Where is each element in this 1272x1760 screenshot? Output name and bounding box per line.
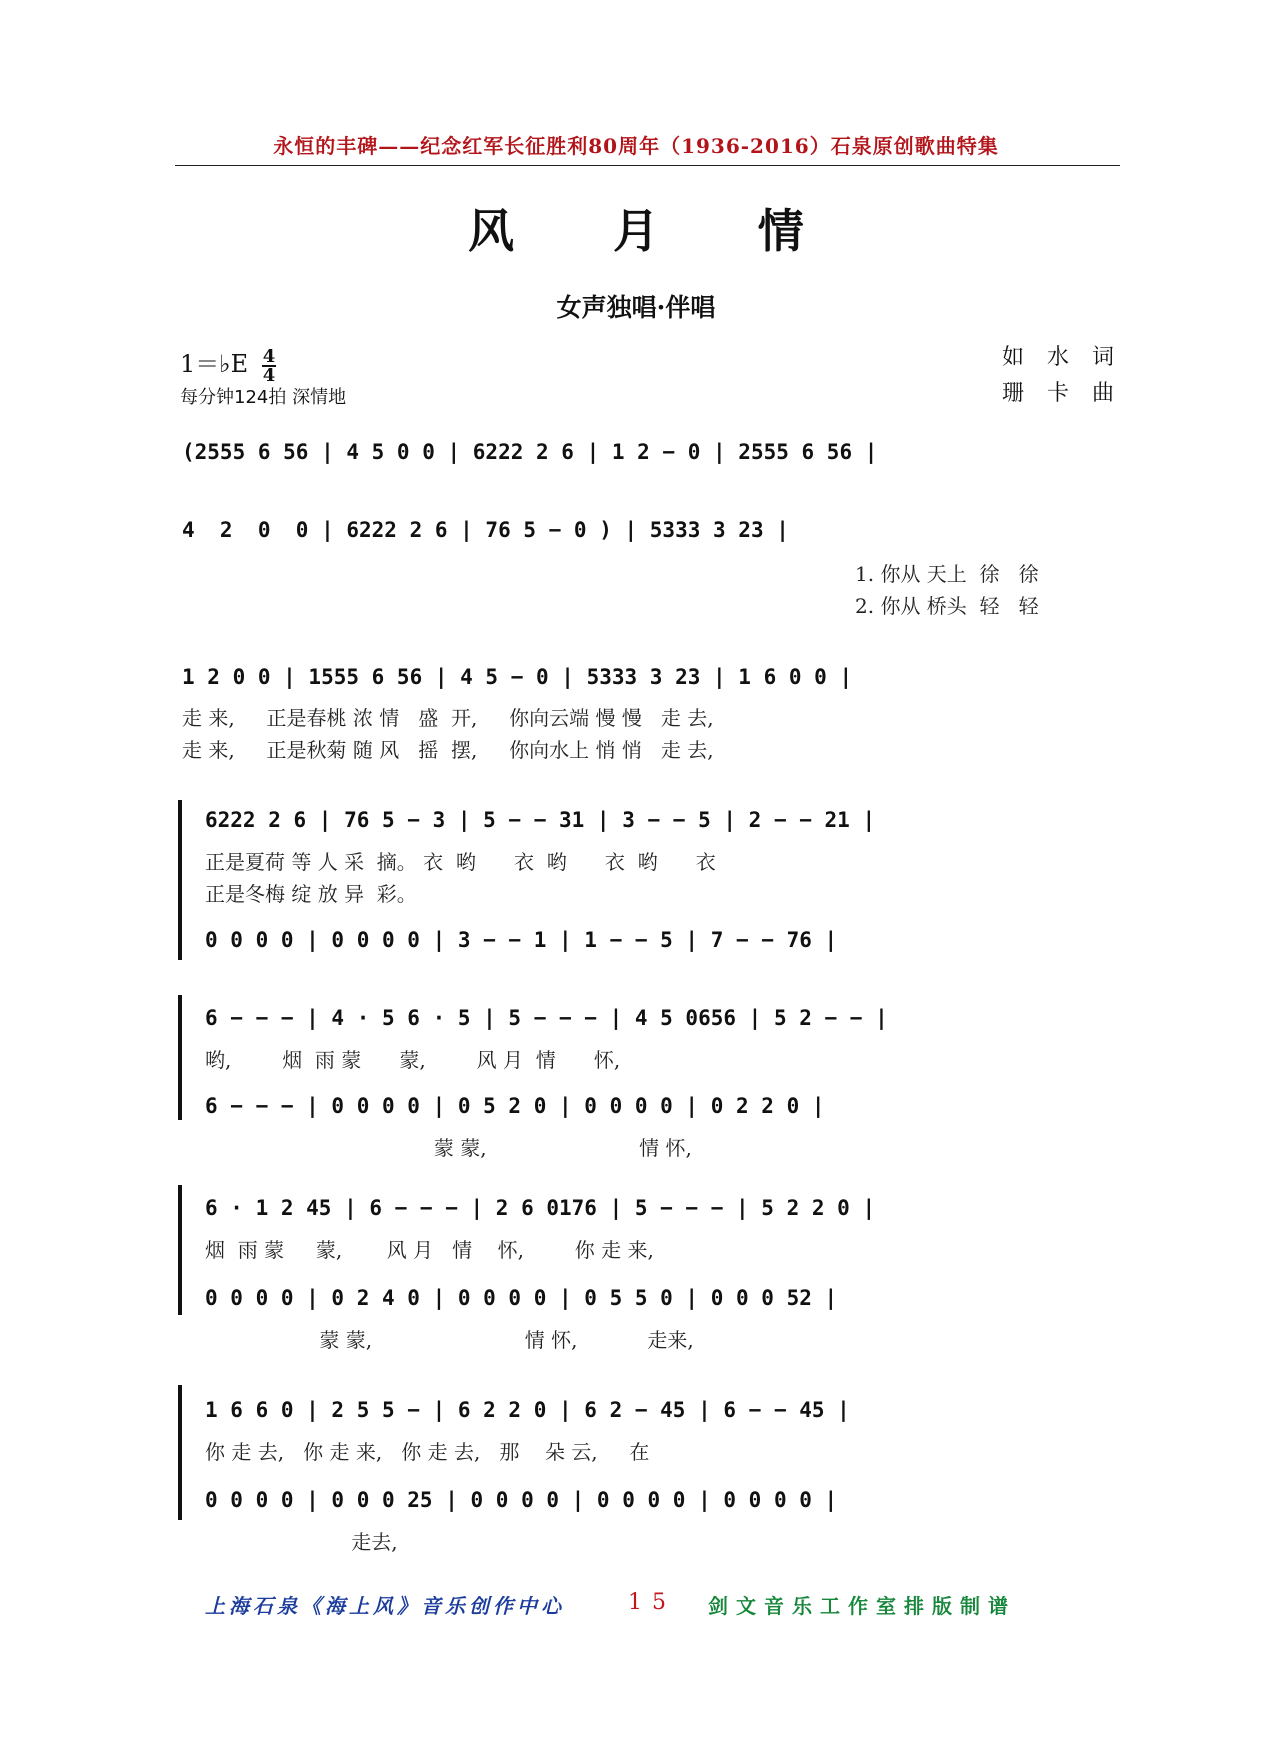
system-bracket-6 (178, 1185, 188, 1315)
row-6-lyric: 烟 雨 蒙 蒙, 风 月 情 怀, 你 走 来, (205, 1238, 654, 1262)
row-5-lyric: 哟, 烟 雨 蒙 蒙, 风 月 情 怀, (205, 1048, 621, 1072)
row-5-accompaniment-lyric: 蒙 蒙, 情 怀, (205, 1136, 692, 1160)
page-number: 15 (628, 1590, 676, 1615)
song-title: 风 月 情 (468, 204, 846, 258)
footer-studio: 上海石泉《海上风》音乐创作中心 (205, 1594, 565, 1618)
row-4-lyric-verse-2: 正是冬梅 绽 放 异 彩。 (205, 882, 417, 906)
row-2-lyric-verse-2: 2. 你从 桥头 轻 轻 (855, 594, 1039, 618)
song-subtitle: 女声独唱·伴唱 (556, 293, 716, 322)
lyricist-credit: 如 水 词 (1002, 345, 1122, 370)
meter-bottom: 4 (262, 364, 276, 386)
composer-credit: 珊 卡 曲 (1002, 381, 1122, 406)
score-row-2: 4 2 0 0 | 6222 2 6 | 76 5 − 0 ) | 5333 3 23 | (182, 518, 789, 542)
key-label: 1＝♭E (180, 350, 249, 378)
row-2-lyric-verse-1: 1. 你从 天上 徐 徐 (855, 562, 1039, 586)
score-row-5-accompaniment: 6 − − − | 0 0 0 0 | 0 5 2 0 | 0 0 0 0 | 0 2 2 0 | (205, 1094, 825, 1118)
row-3-lyric-verse-1: 走 来, 正是春桃 浓 情 盛 开, 你向云端 慢 慢 走 去, (182, 706, 714, 730)
system-bracket-4 (178, 800, 188, 960)
series-header: 永恒的丰碑——纪念红军长征胜利80周年（1936-2016）石泉原创歌曲特集 (273, 134, 999, 158)
score-row-6-voice: 6 · 1 2 45 | 6 − − − | 2 6 0176 | 5 − − − | 5 2 2 0 | (205, 1196, 876, 1220)
footer-typesetter: 剑文音乐工作室排版制谱 (708, 1594, 1016, 1618)
key-signature (180, 344, 276, 384)
row-3-lyric-verse-2: 走 来, 正是秋菊 随 风 摇 摆, 你向水上 悄 悄 走 去, (182, 738, 714, 762)
system-bracket-7 (178, 1385, 188, 1520)
time-signature (262, 345, 277, 386)
system-bracket-5 (178, 995, 188, 1120)
header-rule (175, 165, 1120, 166)
score-row-4-accompaniment: 0 0 0 0 | 0 0 0 0 | 3 − − 1 | 1 − − 5 | 7 − − 76 | (205, 928, 838, 952)
row-7-accompaniment-lyric: 走去, (205, 1530, 398, 1554)
row-4-lyric-verse-1: 正是夏荷 等 人 采 摘。 衣 哟 衣 哟 衣 哟 衣 (205, 850, 716, 874)
score-row-1: (2555 6 56 | 4 5 0 0 | 6222 2 6 | 1 2 − 0 | 2555 6 56 | (182, 440, 878, 464)
tempo-marking: 每分钟124拍 深情地 (180, 387, 347, 408)
score-row-3: 1 2 0 0 | 1555 6 56 | 4 5 − 0 | 5333 3 23 | 1 6 0 0 | (182, 665, 853, 689)
score-row-4-voice: 6222 2 6 | 76 5 − 3 | 5 − − 31 | 3 − − 5 | 2 − − 21 | (205, 808, 876, 832)
score-row-6-accompaniment: 0 0 0 0 | 0 2 4 0 | 0 0 0 0 | 0 5 5 0 | 0 0 0 52 | (205, 1286, 838, 1310)
row-7-lyric: 你 走 去, 你 走 来, 你 走 去, 那 朵 云, 在 (205, 1440, 650, 1464)
score-row-5-voice: 6 − − − | 4 · 5 6 · 5 | 5 − − − | 4 5 0656 | 5 2 − − | (205, 1006, 888, 1030)
row-6-accompaniment-lyric: 蒙 蒙, 情 怀, 走来, (205, 1328, 694, 1352)
score-row-7-accompaniment: 0 0 0 0 | 0 0 0 25 | 0 0 0 0 | 0 0 0 0 | 0 0 0 0 | (205, 1488, 838, 1512)
score-row-7-voice: 1 6 6 0 | 2 5 5 − | 6 2 2 0 | 6 2 − 45 | 6 − − 45 | (205, 1398, 850, 1422)
meter-top: 4 (262, 345, 276, 367)
